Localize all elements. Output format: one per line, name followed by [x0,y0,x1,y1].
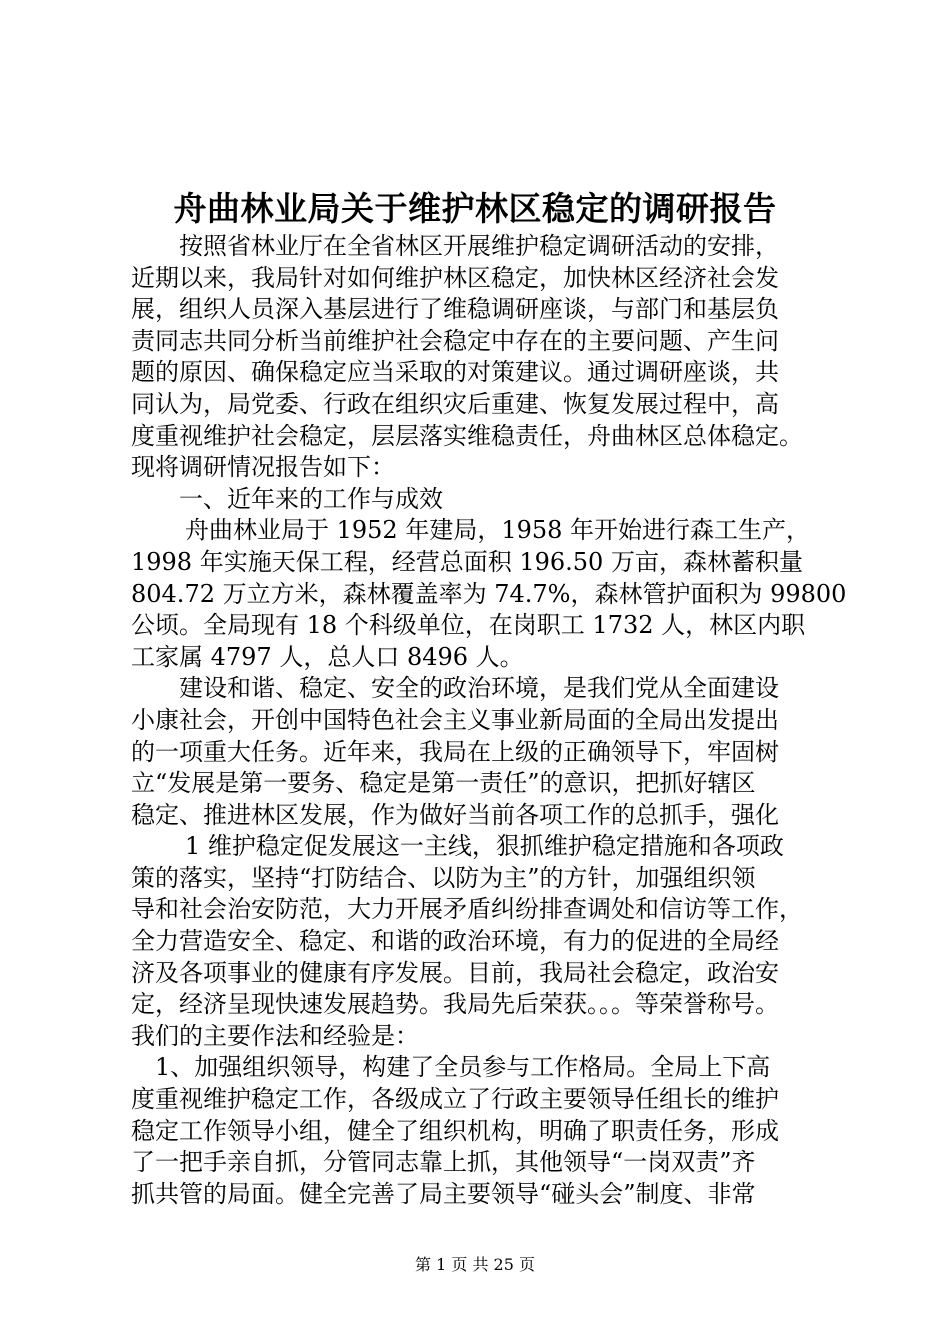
paragraph-line: 1 维护稳定促发展这一主线，狠抓维护稳定措施和各项政 [185,832,784,861]
paragraph-line: 抓共管的局面。健全完善了局主要领导“碰头会”制度、非常 [131,1179,756,1208]
paragraph-line: 1998 年实施天保工程，经营总面积 196.50 万亩，森林蓄积量 [131,547,803,576]
paragraph-line: 近期以来，我局针对如何维护林区稳定，加快林区经济社会发 [131,263,779,292]
section-heading: 一、近年来的工作与成效 [179,484,443,513]
paragraph-line: 了一把手亲自抓，分管同志靠上抓，其他领导“一岗双责”齐 [131,1148,756,1177]
paragraph-line: 我们的主要作法和经验是： [131,1021,419,1050]
paragraph-line: 度重视维护社会稳定，层层落实维稳责任，舟曲林区总体稳定。 [131,421,803,450]
paragraph-line: 公顷。全局现有 18 个科级单位，在岗职工 1732 人，林区内职 [131,611,806,640]
paragraph-line: 同认为，局党委、行政在组织灾后重建、恢复发展过程中，高 [131,389,779,418]
paragraph-line: 稳定、推进林区发展，作为做好当前各项工作的总抓手，强化 [131,800,779,829]
paragraph-line: 建设和谐、稳定、安全的政治环境，是我们党从全面建设 [179,674,779,703]
paragraph-line: 导和社会治安防范，大力开展矛盾纠纷排查调处和信访等工作， [131,895,803,924]
paragraph-line: 稳定工作领导小组，健全了组织机构，明确了职责任务，形成 [131,1116,779,1145]
paragraph-line: 责同志共同分析当前维护社会稳定中存在的主要问题、产生问 [131,326,779,355]
paragraph-line: 展，组织人员深入基层进行了维稳调研座谈，与部门和基层负 [131,295,779,324]
paragraph-line: 现将调研情况报告如下： [131,453,395,482]
page-footer: 第 1 页 共 25 页 [415,1255,535,1274]
paragraph-line: 按照省林业厅在全省林区开展维护稳定调研活动的安排， [179,232,779,260]
list-item-line: 1、加强组织领导，构建了全员参与工作格局。全局上下高 [155,1053,771,1082]
paragraph-line: 度重视维护稳定工作，各级成立了行政主要领导任组长的维护 [131,1085,779,1114]
paragraph-line: 工家属 4797 人，总人口 8496 人。 [131,642,524,671]
document-title: 舟曲林业局关于维护林区稳定的调研报告 [173,189,777,228]
paragraph-line: 的一项重大任务。近年来，我局在上级的正确领导下，牢固树 [131,737,779,766]
paragraph-line: 立“发展是第一要务、稳定是第一责任”的意识，把抓好辖区 [131,769,756,798]
paragraph-line: 舟曲林业局于 1952 年建局，1958 年开始进行森工生产， [185,516,811,545]
paragraph-line: 小康社会，开创中国特色社会主义事业新局面的全局出发提出 [131,705,779,734]
paragraph-line: 题的原因、确保稳定应当采取的对策建议。通过调研座谈，共 [131,358,779,387]
paragraph-line: 济及各项事业的健康有序发展。目前，我局社会稳定，政治安 [131,958,779,987]
paragraph-line: 策的落实，坚持“打防结合、以防为主”的方针，加强组织领 [131,863,756,892]
document-body [131,231,859,1210]
paragraph-line: 804.72 万立方米，森林覆盖率为 74.7%，森林管护面积为 99800 [131,579,847,608]
paragraph-line: 全力营造安全、稳定、和谐的政治环境，有力的促进的全局经 [131,927,779,956]
paragraph-line: 定，经济呈现快速发展趋势。我局先后荣获。。。等荣誉称号。 [131,990,779,1019]
